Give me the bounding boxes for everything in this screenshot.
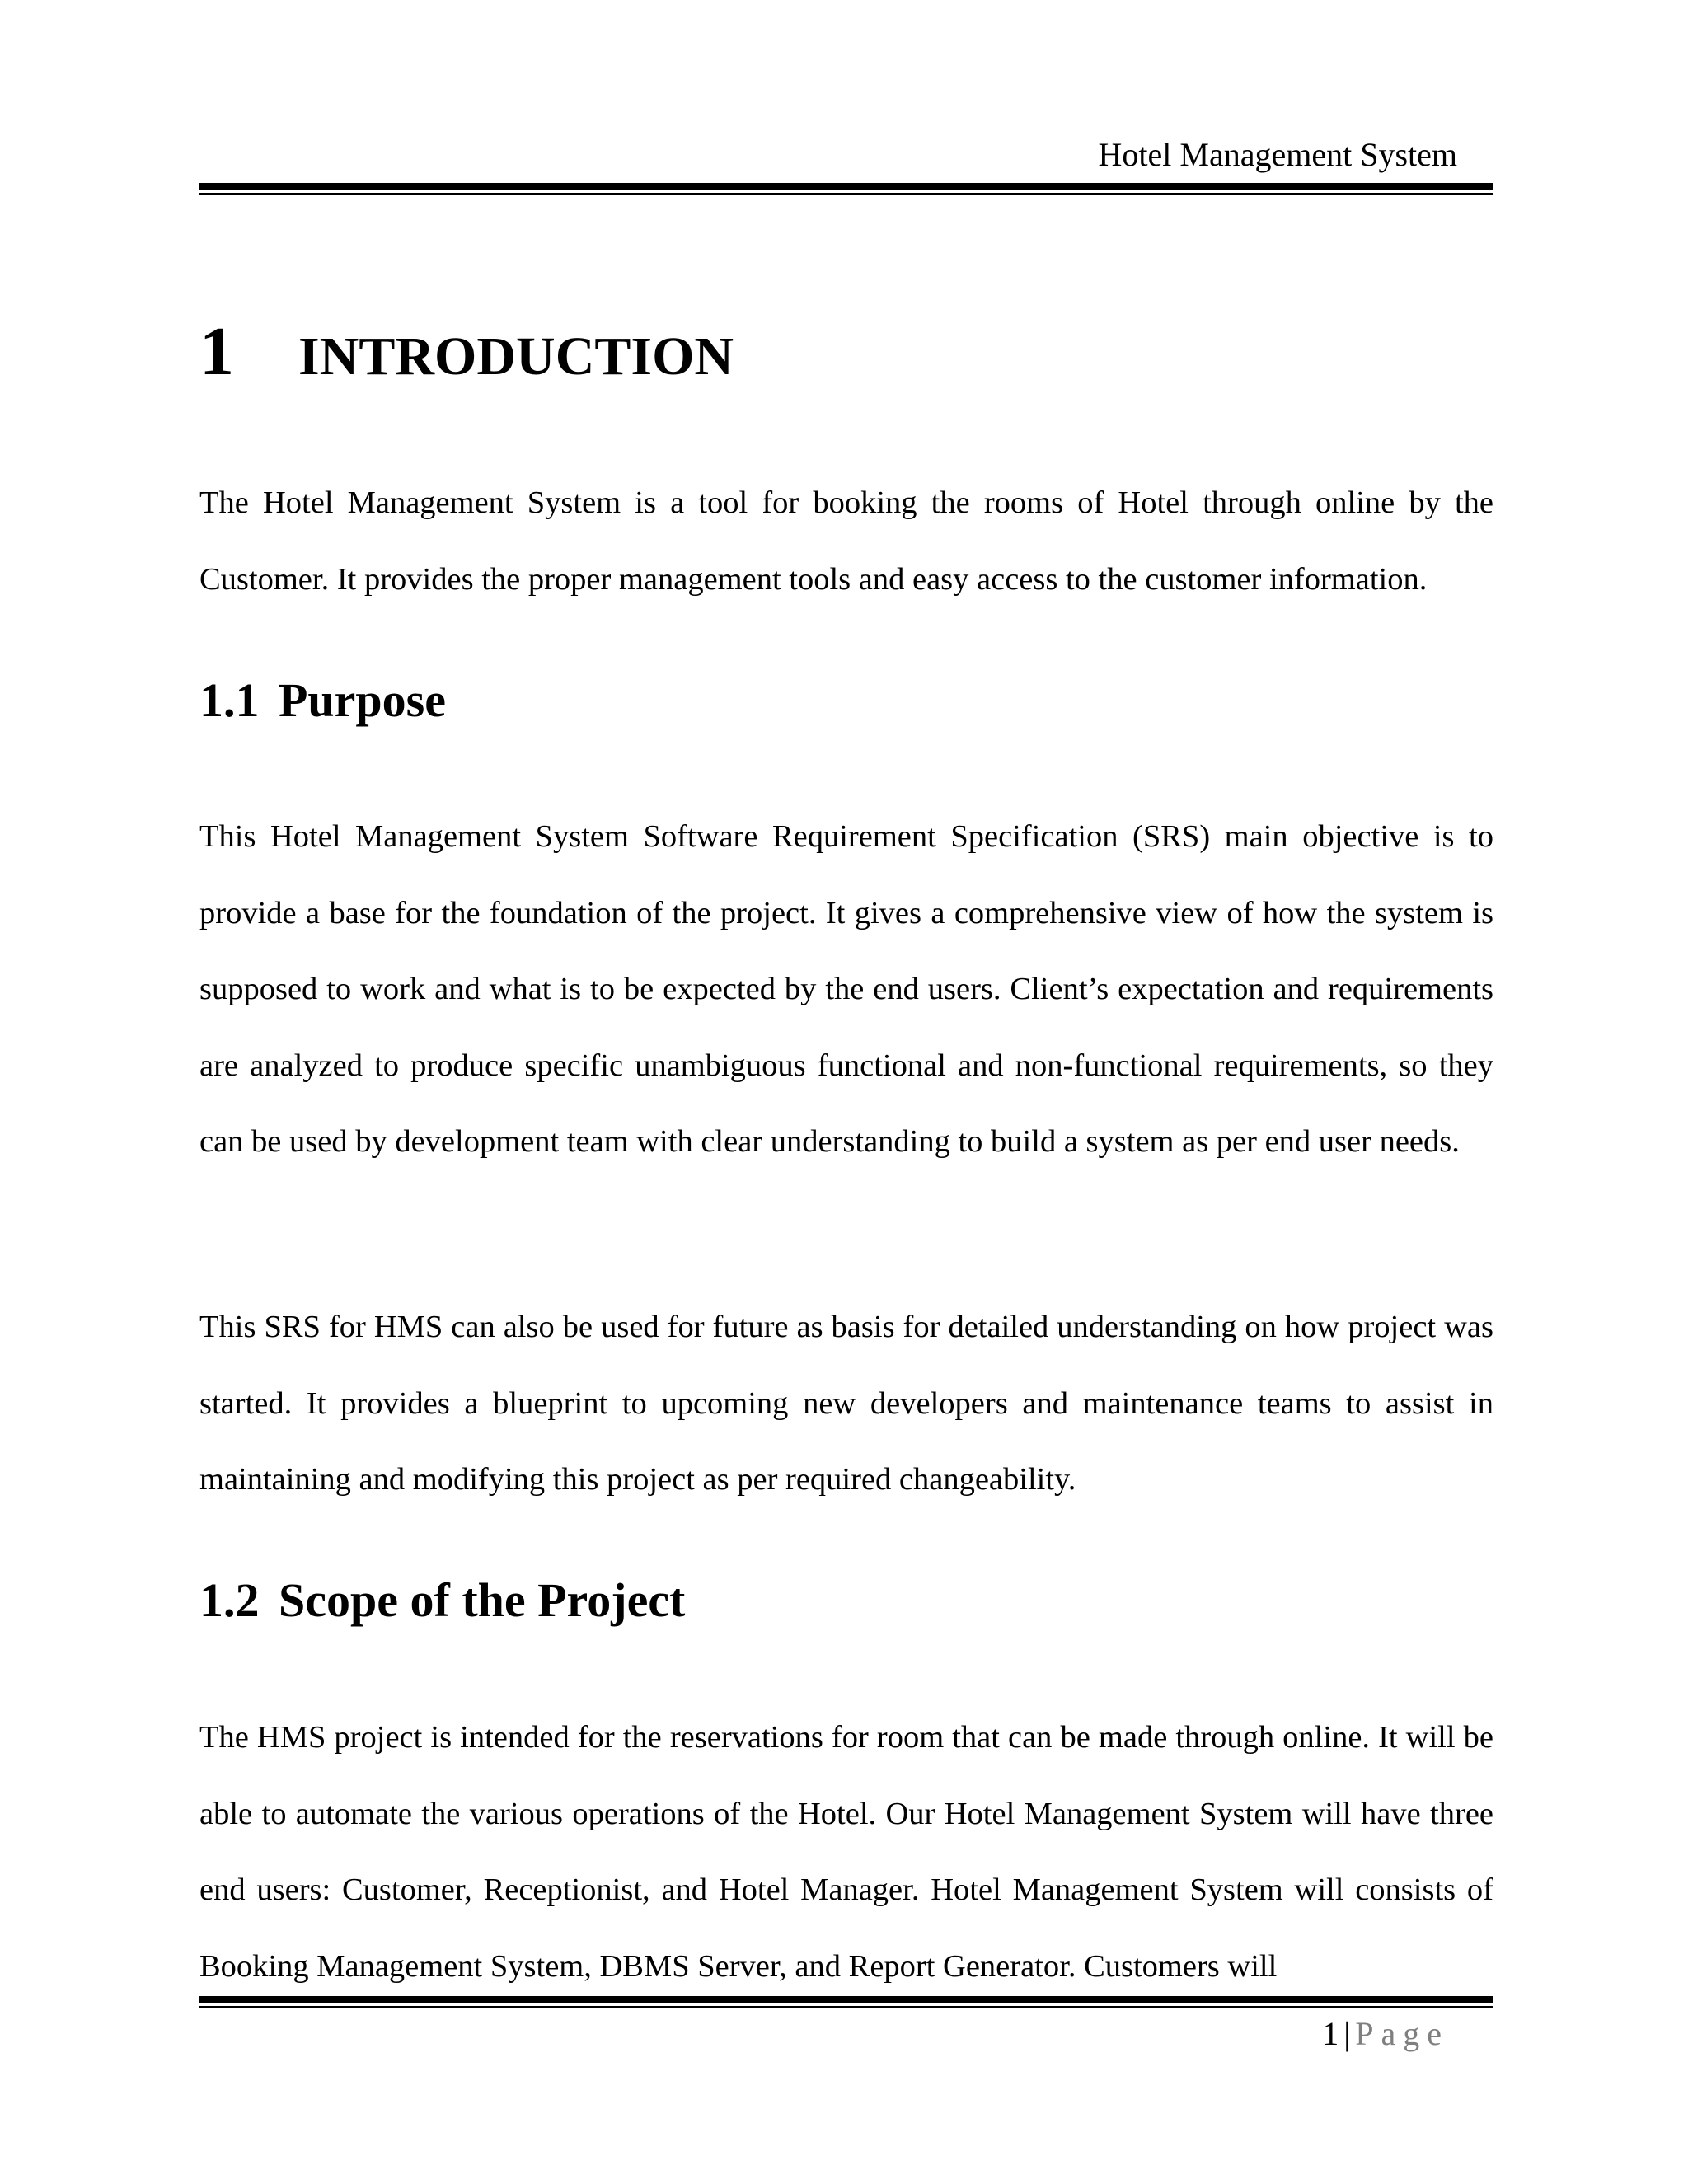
- page-separator: |: [1343, 2015, 1351, 2052]
- page-footer: [1322, 2011, 1449, 2057]
- section-number: 1.1: [199, 673, 260, 727]
- header-rule-thin: [199, 193, 1493, 195]
- section-title: Scope of the Project: [279, 1573, 686, 1627]
- footer-rule-thick: [199, 1996, 1493, 2003]
- chapter-heading: [199, 307, 734, 402]
- purpose-paragraph-2: This SRS for HMS can also be used for future as basis for detailed understanding on how project was started. It provides a blueprint to upcoming new developers and maintenance teams to assist in maintaining and modifying this project as per required changeability.: [199, 1310, 1493, 1497]
- header-rule-thick: [199, 183, 1493, 190]
- footer-rule-thin: [199, 2006, 1493, 2008]
- section-heading-scope: [199, 1568, 685, 1633]
- chapter-title: INTRODUCTION: [298, 326, 734, 387]
- section-title: Purpose: [279, 673, 446, 727]
- page-number: 1: [1322, 2015, 1339, 2052]
- running-header: Hotel Management System: [1098, 136, 1457, 173]
- intro-paragraph: The Hotel Management System is a tool for booking the rooms of Hotel through online by the Customer. It provides the proper management tools and easy access to the customer information.: [199, 485, 1493, 597]
- purpose-paragraph-1: This Hotel Management System Software Requirement Specification (SRS) main objective is to provide a base for the foundation of the project. It gives a comprehensive view of how the system is supposed to work and what is to be expected by the end users. Client’s expectation and requirements are analyzed to produce specific unambiguous functional and non-functional requirements, so they can be used by development team with clear understanding to build a system as per end user needs.: [199, 819, 1493, 1159]
- section-heading-purpose: [199, 668, 446, 733]
- chapter-number: 1: [199, 313, 234, 390]
- section-number: 1.2: [199, 1573, 260, 1627]
- scope-paragraph: The HMS project is intended for the reservations for room that can be made through online. It will be able to automate the various operations of the Hotel. Our Hotel Management System will have three end users: Customer, Receptionist, and Hotel Manager. Hotel Management System will consists of Booking Management System, DBMS Server, and Report Generator. Customers will: [199, 1720, 1493, 1984]
- page-label: Page: [1355, 2015, 1449, 2052]
